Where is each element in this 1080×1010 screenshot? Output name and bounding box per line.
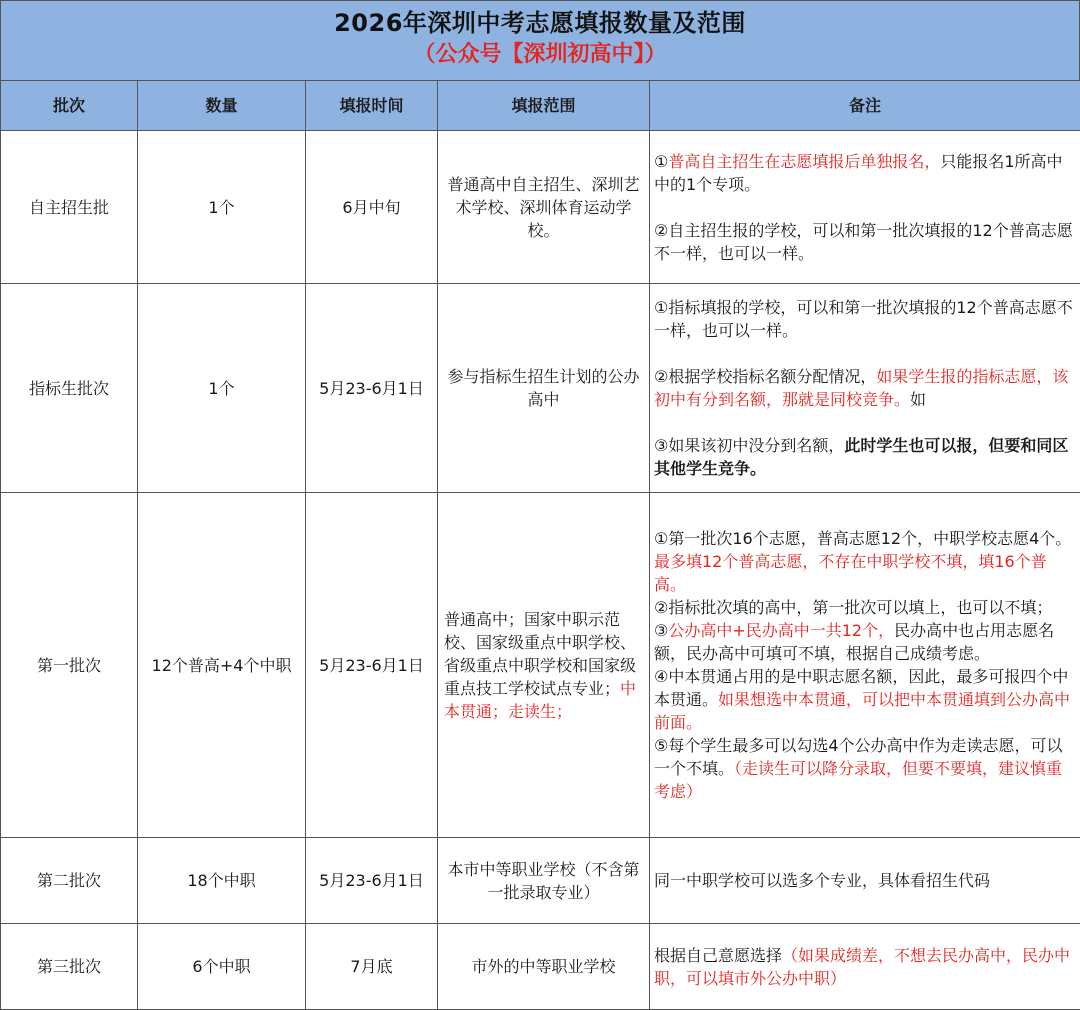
highlight-text: （走读生可以降分录取，但要不要填，建议慎重考虑）	[654, 759, 1063, 801]
header-count: 数量	[138, 81, 306, 131]
cell-scope	[438, 493, 650, 838]
table-row	[1, 493, 1080, 838]
page-title: 2026年深圳中考志愿填报数量及范围	[334, 9, 746, 37]
note-paragraph	[654, 150, 1076, 196]
note-text: ⑤每个学生最多可以勾选4个公办高中作为走读志愿，可以一个不填。	[654, 736, 1063, 778]
paragraph-gap	[654, 342, 1076, 365]
table-row	[1, 284, 1080, 493]
table-row	[1, 924, 1080, 1010]
note-paragraph	[654, 869, 1076, 892]
cell-time: 6月中旬	[306, 131, 438, 284]
note-paragraph	[654, 527, 1076, 596]
cell-scope	[438, 838, 650, 924]
note-paragraph	[654, 665, 1076, 734]
header-row	[1, 81, 1080, 131]
header-scope: 填报范围	[438, 81, 650, 131]
cell-scope	[438, 284, 650, 493]
page-subtitle: （公众号【深圳初高中】）	[413, 42, 667, 67]
note-text: ③	[654, 621, 669, 640]
emphasis-text: 此时学生也可以报，但要和同区其他学生竞争。	[654, 436, 1069, 478]
cell-count: 6个中职	[138, 924, 306, 1010]
note-paragraph	[654, 734, 1076, 803]
highlight-text: 如果学生报的指标志愿，该初中有分到名额，那就是同校竞争。	[654, 367, 1069, 409]
note-text: ①第一批次16个志愿，普高志愿12个，中职学校志愿4个。	[654, 529, 1072, 548]
note-text: ③如果该初中没分到名额，	[654, 436, 845, 455]
note-paragraph	[654, 219, 1076, 265]
cell-batch: 第二批次	[1, 838, 138, 924]
note-text: 根据自己意愿选择	[654, 945, 783, 965]
note-paragraph	[654, 296, 1076, 342]
cell-time: 7月底	[306, 924, 438, 1010]
header-batch: 批次	[1, 81, 138, 131]
note-text: 本市中等职业学校（不含第一批录取专业）	[447, 859, 640, 902]
batch-table	[0, 80, 1080, 1010]
cell-count: 1个	[138, 284, 306, 493]
note-text: ①	[654, 151, 669, 171]
header-time: 填报时间	[306, 81, 438, 131]
cell-count: 12个普高+4个中职	[138, 493, 306, 838]
note-text: ②指标批次填的高中，第一批次可以填上，也可以不填；	[654, 598, 1053, 617]
cell-time: 5月23-6月1日	[306, 284, 438, 493]
cell-time: 5月23-6月1日	[306, 493, 438, 838]
note-text: ①指标填报的学校，可以和第一批次填报的12个普高志愿不一样，也可以一样。	[654, 298, 1073, 340]
table-row	[1, 838, 1080, 924]
cell-batch: 第一批次	[1, 493, 138, 838]
note-paragraph	[654, 434, 1076, 480]
note-paragraph	[654, 596, 1076, 619]
title-block	[0, 0, 1080, 80]
table-row	[1, 131, 1080, 284]
highlight-text: 中本贯通；走读生；	[444, 678, 637, 721]
highlight-text: （如果成绩差，不想去民办高中，民办中职，可以填市外公办中职）	[654, 945, 1071, 988]
cell-notes	[650, 924, 1080, 1010]
highlight-text: 如果想选中本贯通，可以把中本贯通填到公办高中前面。	[654, 690, 1071, 732]
note-text: 参与指标生招生计划的公办高中	[447, 367, 640, 409]
cell-batch: 自主招生批	[1, 131, 138, 284]
cell-count: 18个中职	[138, 838, 306, 924]
note-text: 同一中职学校可以选多个专业，具体看招生代码	[654, 871, 991, 890]
note-text: 民办高中也占用志愿名额，民办高中可填可不填，根据自己成绩考虑。	[654, 621, 1055, 663]
cell-notes	[650, 493, 1080, 838]
cell-time: 5月23-6月1日	[306, 838, 438, 924]
cell-notes	[650, 838, 1080, 924]
cell-batch: 第三批次	[1, 924, 138, 1010]
cell-scope	[438, 131, 650, 284]
header-notes: 备注	[650, 81, 1080, 131]
note-text: ②自主招生报的学校，可以和第一批次填报的12个普高志愿不一样，也可以一样。	[654, 220, 1073, 263]
note-paragraph	[654, 944, 1076, 990]
cell-notes	[650, 284, 1080, 493]
cell-scope	[438, 924, 650, 1010]
note-text: 市外的中等职业学校	[471, 957, 616, 976]
note-text: 只能报名1所高中中的1个专项。	[654, 151, 1063, 194]
highlight-text: 普高自主招生在志愿填报后单独报名，	[668, 151, 941, 171]
highlight-text: 最多填12个普高志愿，不存在中职学校不填，填16个普高。	[654, 552, 1047, 594]
note-text: ④中本贯通占用的是中职志愿名额，因此，最多可报四个中本贯通。	[654, 667, 1069, 709]
note-text: ②根据学校指标名额分配情况，	[654, 367, 877, 386]
highlight-text: 公办高中+民办高中一共12个，	[668, 621, 895, 640]
cell-batch: 指标生批次	[1, 284, 138, 493]
note-text: 普通高中自主招生、深圳艺术学校、深圳体育运动学校。	[447, 174, 640, 240]
cell-notes	[650, 131, 1080, 284]
note-paragraph	[654, 619, 1076, 665]
paragraph-gap	[654, 411, 1076, 434]
note-paragraph	[654, 365, 1076, 411]
paragraph-gap	[654, 196, 1076, 219]
cell-count: 1个	[138, 131, 306, 284]
note-text: 普通高中；国家中职示范校、国家级重点中职学校、省级重点中职学校和国家级重点技工学校试点专业；	[444, 609, 637, 698]
note-text: 如	[910, 390, 927, 409]
